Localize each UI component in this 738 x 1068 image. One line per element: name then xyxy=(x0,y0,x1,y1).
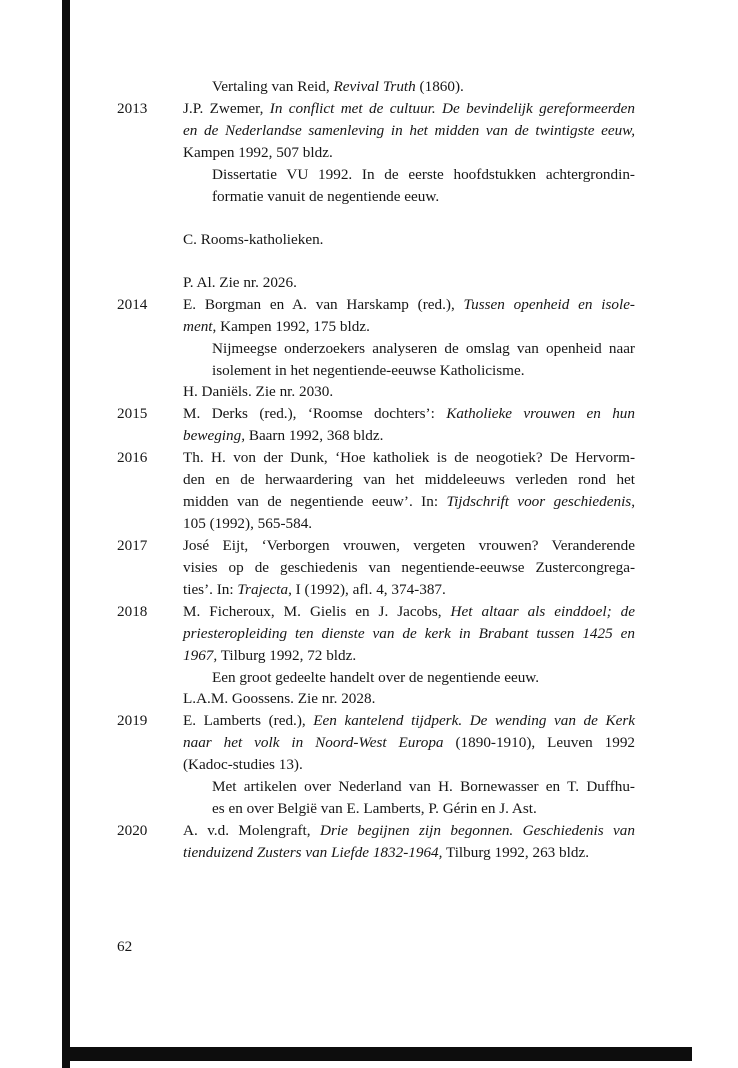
entry-2016-line-1: Th. H. von der Dunk, ‘Hoe katholiek is de neogotiek? De Hervorm- xyxy=(183,449,635,466)
entry-2019-note-2: es en over België van E. Lamberts, P. Gérin en J. Ast. xyxy=(212,800,537,817)
entry-2018-note: Een groot gedeelte handelt over de negentiende eeuw. xyxy=(212,669,540,686)
entry-2019-line-3: (Kadoc-studies 13). xyxy=(183,756,303,773)
entry-2016-line-4: 105 (1992), 565-584. xyxy=(183,515,313,532)
entry-2014-note-1: Nijmeegse onderzoekers analyseren de omslag van openheid naar xyxy=(212,340,635,357)
entry-2015-line-2: beweging, Baarn 1992, 368 bldz. xyxy=(183,427,384,444)
page-border-bottom xyxy=(62,1047,692,1061)
page-number: 62 xyxy=(117,938,133,955)
entry-2018-line-3: 1967, Tilburg 1992, 72 bldz. xyxy=(183,647,357,664)
entry-2015-line-1: M. Derks (red.), ‘Roomse dochters’: Katholieke vrouwen en hun xyxy=(183,405,635,422)
entry-2013-note-1: Dissertatie VU 1992. In de eerste hoofdstukken achtergrondin- xyxy=(212,166,635,183)
entry-2017-line-2: visies op de geschiedenis van negentiende-eeuwse Zustercongrega- xyxy=(183,559,635,576)
entry-2017-line-3: ties’. In: Trajecta, I (1992), afl. 4, 374-387. xyxy=(183,581,446,598)
entry-number-2014: 2014 xyxy=(117,296,148,313)
entry-2019-line-1: E. Lamberts (red.), Een kantelend tijdperk. De wending van de Kerk xyxy=(183,712,635,729)
entry-number-2017: 2017 xyxy=(117,537,148,554)
entry-2016-line-2: den en de herwaardering van het middeleeuws verleden rond het xyxy=(183,471,635,488)
entry-2020-line-1: A. v.d. Molengraft, Drie begijnen zijn begonnen. Geschiedenis van xyxy=(183,822,635,839)
entry-2013-line-2: en de Nederlandse samenleving in het midden van de twintigste eeuw, xyxy=(183,122,635,139)
entry-2019-line-2: naar het volk in Noord-West Europa (1890-1910), Leuven 1992 xyxy=(183,734,636,751)
entry-2013-line-1: J.P. Zwemer, In conflict met de cultuur. De bevindelijk gereformeerden xyxy=(183,100,635,117)
entry-2019-note-1: Met artikelen over Nederland van H. Bornewasser en T. Duffhu- xyxy=(212,778,635,795)
page-border-left xyxy=(62,0,70,1068)
entry-number-2013: 2013 xyxy=(117,100,148,117)
entry-2018-line-2: priesteropleiding ten dienste van de kerk in Brabant tussen 1425 en xyxy=(183,625,635,642)
entry-2016-line-3: midden van de negentiende eeuw’. In: Tijdschrift voor geschiedenis, xyxy=(183,493,635,510)
entry-2014-line-2: ment, Kampen 1992, 175 bldz. xyxy=(183,318,370,335)
entry-number-2020: 2020 xyxy=(117,822,148,839)
xref-goossens: L.A.M. Goossens. Zie nr. 2028. xyxy=(183,690,376,707)
entry-2014-note-2: isolement in het negentiende-eeuwse Katholicisme. xyxy=(212,362,525,379)
entry-number-2016: 2016 xyxy=(117,449,148,466)
entry-2020-line-2: tienduizend Zusters van Liefde 1832-1964, Tilburg 1992, 263 bldz. xyxy=(183,844,589,861)
entry-2013-note-2: formatie vanuit de negentiende eeuw. xyxy=(212,188,440,205)
entry-2013-line-3: Kampen 1992, 507 bldz. xyxy=(183,144,333,161)
intro-note: Vertaling van Reid, Revival Truth (1860). xyxy=(212,78,464,95)
xref-al: P. Al. Zie nr. 2026. xyxy=(183,274,297,291)
entry-2017-line-1: José Eijt, ‘Verborgen vrouwen, vergeten vrouwen? Veranderende xyxy=(183,537,635,554)
xref-daniels: H. Daniëls. Zie nr. 2030. xyxy=(183,383,334,400)
entry-number-2019: 2019 xyxy=(117,712,148,729)
entry-2014-line-1: E. Borgman en A. van Harskamp (red.), Tussen openheid en isole- xyxy=(183,296,635,313)
section-heading: C. Rooms-katholieken. xyxy=(183,231,324,248)
entry-number-2018: 2018 xyxy=(117,603,148,620)
entry-number-2015: 2015 xyxy=(117,405,148,422)
entry-2018-line-1: M. Ficheroux, M. Gielis en J. Jacobs, Het altaar als einddoel; de xyxy=(183,603,635,620)
